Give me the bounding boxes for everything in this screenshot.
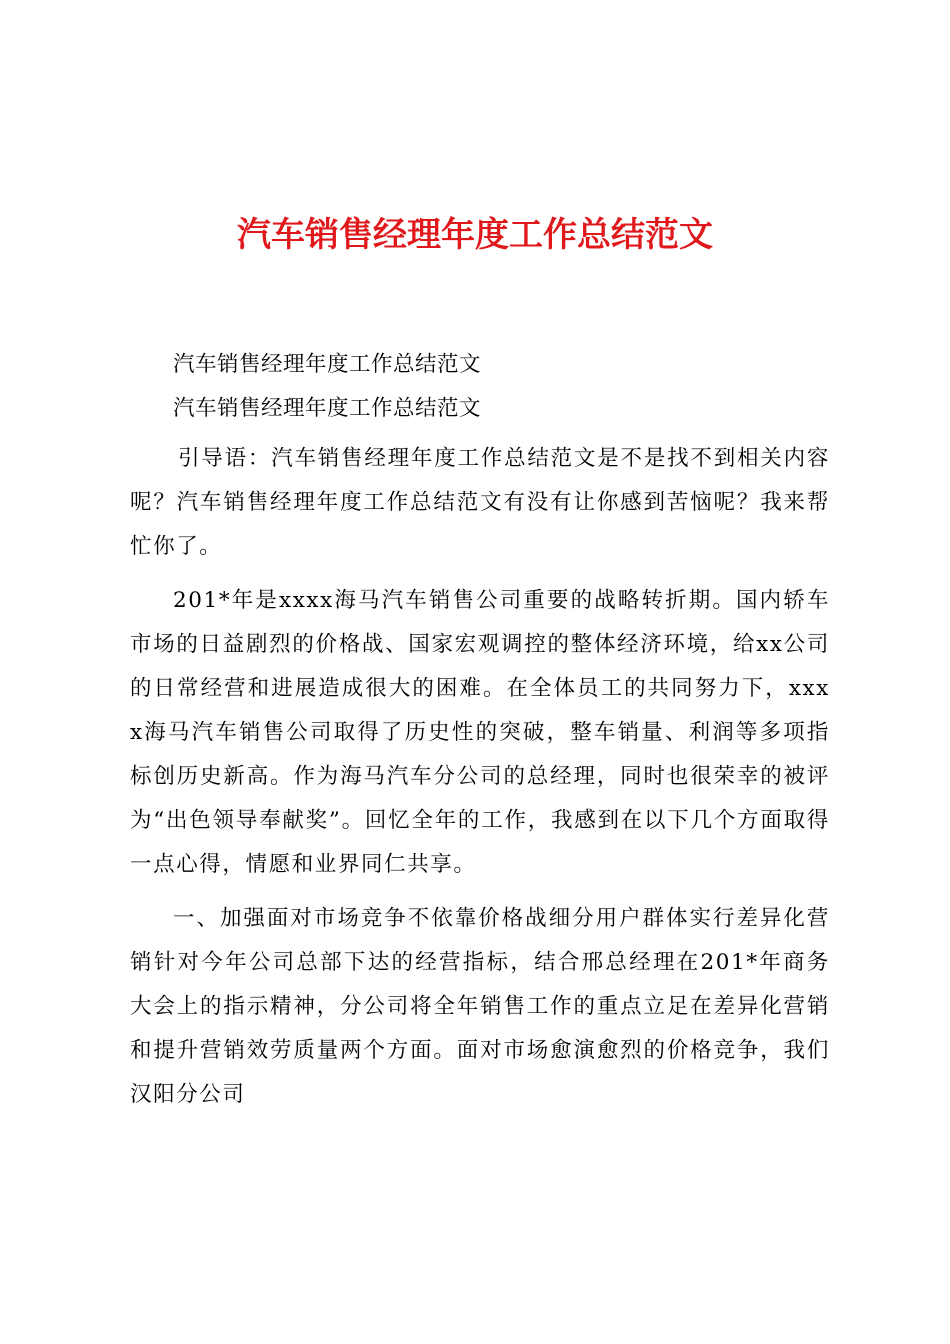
body-paragraph: 201*年是xxxx海马汽车销售公司重要的战略转折期。国内轿车市场的日益剧烈的价格战、国家宏观调控的整体经济环境，给xx公司的日常经营和进展造成很大的困难。在全体员工的共同努力下，xxxx海马汽车销售公司取得了历史性的突破，整车销量、利润等多项指标创历史新高。作为海马汽车分公司的总经理，同时也很荣幸的被评为“出色领导奉献奖”。回忆全年的工作，我感到在以下几个方面取得一点心得，情愿和业界同仁共享。: [130, 588, 830, 877]
subtitle-line: 汽车销售经理年度工作总结范文: [173, 396, 482, 421]
intro-paragraph: 引导语：汽车销售经理年度工作总结范文是不是找不到相关内容呢？汽车销售经理年度工作总结范文有没有让你感到苦恼呢？我来帮忙你了。: [130, 446, 830, 559]
document-body: [130, 343, 830, 1117]
subtitle-line: 汽车销售经理年度工作总结范文: [173, 352, 482, 377]
body-paragraph: 一、加强面对市场竞争不依靠价格战细分用户群体实行差异化营销针对今年公司总部下达的经营指标，结合邢总经理在201*年商务大会上的指示精神，分公司将全年销售工作的重点立足在差异化营销和提升营销效劳质量两个方面。面对市场愈演愈烈的价格竞争，我们汉阳分公司: [130, 906, 830, 1107]
document-title: 汽车销售经理年度工作总结范文: [237, 215, 713, 255]
